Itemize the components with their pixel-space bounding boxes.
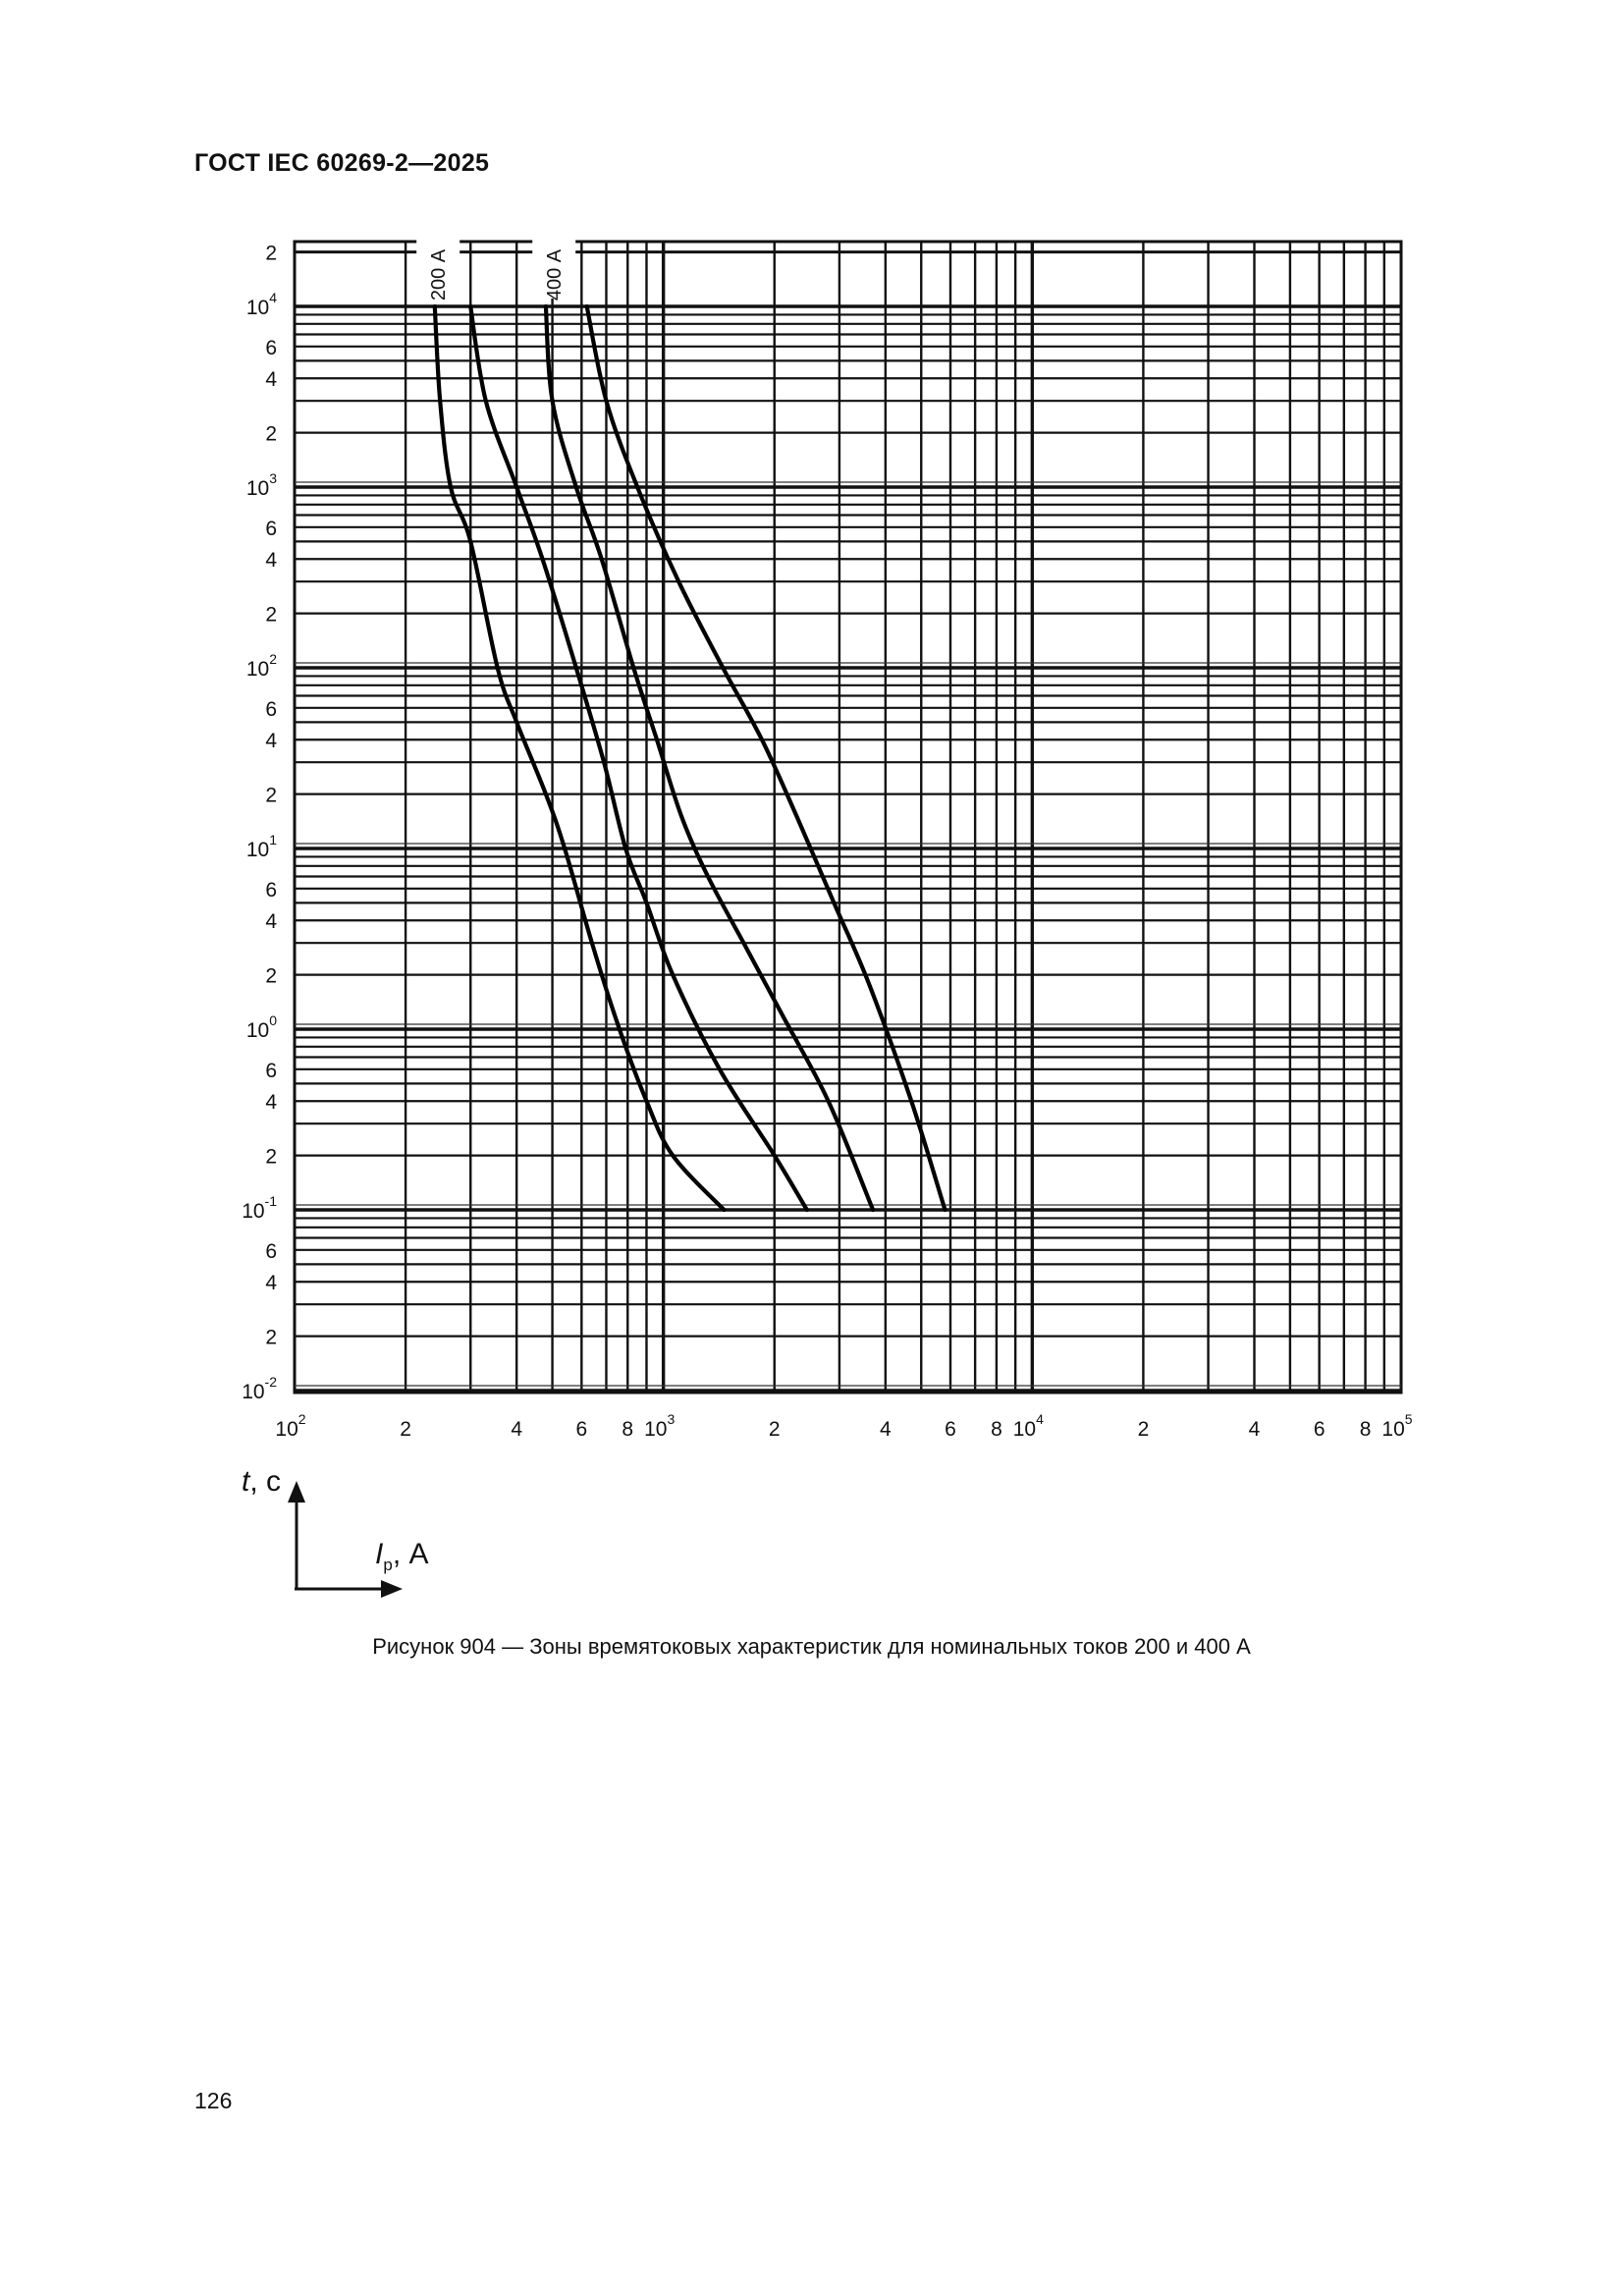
x-tick-label: $10^4$ xyxy=(1012,1411,1044,1441)
x-tick-label: 8 xyxy=(622,1418,634,1441)
x-tick-label: 2 xyxy=(1137,1418,1150,1441)
y-tick-exponent: -1 xyxy=(264,1193,277,1209)
x-tick-exponent: 3 xyxy=(667,1411,676,1427)
y-tick-label: $10^0$ xyxy=(245,1012,277,1042)
y-tick-exponent: -2 xyxy=(264,1374,277,1390)
y-tick-exponent: 2 xyxy=(269,651,277,667)
y-tick-label: 2 xyxy=(265,1145,277,1169)
time-current-curve-3 xyxy=(546,306,873,1210)
x-axis-label xyxy=(375,1538,429,1574)
x-axis-arrowhead xyxy=(381,1580,403,1598)
x-tick-label: 6 xyxy=(945,1418,956,1441)
y-tick-label: 2 xyxy=(265,422,277,446)
figure-caption: Рисунок 904 — Зоны времятоковых характеристик для номинальных токов 200 и 400 А xyxy=(372,1634,1251,1659)
chart-curves xyxy=(435,306,946,1210)
x-tick-labels xyxy=(275,1411,1412,1441)
y-tick-label: 4 xyxy=(265,730,277,753)
x-tick-label: 4 xyxy=(1248,1418,1261,1441)
x-tick-label: $10^5$ xyxy=(1381,1411,1413,1441)
y-tick-label: 4 xyxy=(265,1091,277,1115)
chart-grid xyxy=(295,238,1401,1393)
x-tick-exponent: 4 xyxy=(1036,1411,1044,1427)
y-tick-label: 2 xyxy=(265,784,277,807)
x-tick-label: 4 xyxy=(511,1418,523,1441)
x-tick-label: 2 xyxy=(768,1418,781,1441)
x-axis-symbol: I xyxy=(375,1538,384,1570)
y-tick-label: 4 xyxy=(265,549,277,573)
y-tick-label: 6 xyxy=(265,336,277,359)
y-tick-label: 2 xyxy=(265,603,277,627)
time-current-curve-2 xyxy=(470,306,807,1210)
x-tick-label: $10^2$ xyxy=(275,1411,306,1441)
zone-label: 200 А xyxy=(428,248,451,301)
x-tick-label: 6 xyxy=(575,1418,588,1441)
y-tick-label: 4 xyxy=(265,910,277,934)
y-tick-label: 6 xyxy=(265,1239,277,1263)
document-header: ГОСТ IEC 60269-2—2025 xyxy=(194,149,490,177)
zone-labels xyxy=(428,248,566,301)
y-tick-label: 6 xyxy=(265,517,277,540)
y-tick-label: 6 xyxy=(265,697,277,721)
plot-frame xyxy=(295,242,1401,1393)
x-tick-label: $10^3$ xyxy=(644,1411,676,1441)
x-tick-label: 8 xyxy=(991,1418,1002,1441)
y-tick-exponent: 3 xyxy=(269,470,277,486)
y-tick-label: $10^1$ xyxy=(245,832,277,861)
axes-indicator xyxy=(242,1465,429,1598)
x-axis-subscript: p xyxy=(383,1556,393,1574)
x-tick-label: 6 xyxy=(1313,1418,1325,1441)
x-tick-exponent: 5 xyxy=(1404,1411,1413,1427)
x-tick-label: 8 xyxy=(1359,1418,1372,1441)
time-current-curve-1 xyxy=(435,306,725,1210)
y-tick-label: 6 xyxy=(265,878,277,902)
x-tick-exponent: 2 xyxy=(298,1411,306,1427)
x-tick-label: 4 xyxy=(879,1418,892,1441)
y-tick-label: $10^3$ xyxy=(245,470,277,500)
page-number: 126 xyxy=(194,2088,233,2113)
y-tick-label: 2 xyxy=(265,242,277,265)
y-axis-arrowhead xyxy=(288,1481,305,1503)
y-tick-labels xyxy=(242,243,277,1403)
y-tick-exponent: 0 xyxy=(269,1012,277,1028)
y-tick-label: $10^{-2}$ xyxy=(242,1374,277,1403)
y-axis-unit: , с xyxy=(249,1465,282,1498)
y-tick-label: 4 xyxy=(265,368,277,392)
y-tick-label: 4 xyxy=(265,1272,277,1295)
x-tick-label: 2 xyxy=(400,1418,411,1441)
y-tick-label: $10^2$ xyxy=(245,651,277,681)
time-current-curve-4 xyxy=(587,306,946,1210)
y-tick-label: $10^4$ xyxy=(245,290,277,319)
y-tick-exponent: 1 xyxy=(269,832,277,847)
y-axis-label xyxy=(242,1465,281,1498)
zone-label: 400 А xyxy=(544,248,567,301)
y-tick-exponent: 4 xyxy=(269,290,277,305)
y-tick-label: 6 xyxy=(265,1059,277,1082)
y-axis-symbol: t xyxy=(242,1465,250,1498)
y-tick-label: 2 xyxy=(265,1326,277,1349)
y-tick-label: $10^{-1}$ xyxy=(242,1193,277,1223)
y-tick-label: 2 xyxy=(265,964,277,988)
x-axis-unit: , А xyxy=(392,1538,429,1570)
